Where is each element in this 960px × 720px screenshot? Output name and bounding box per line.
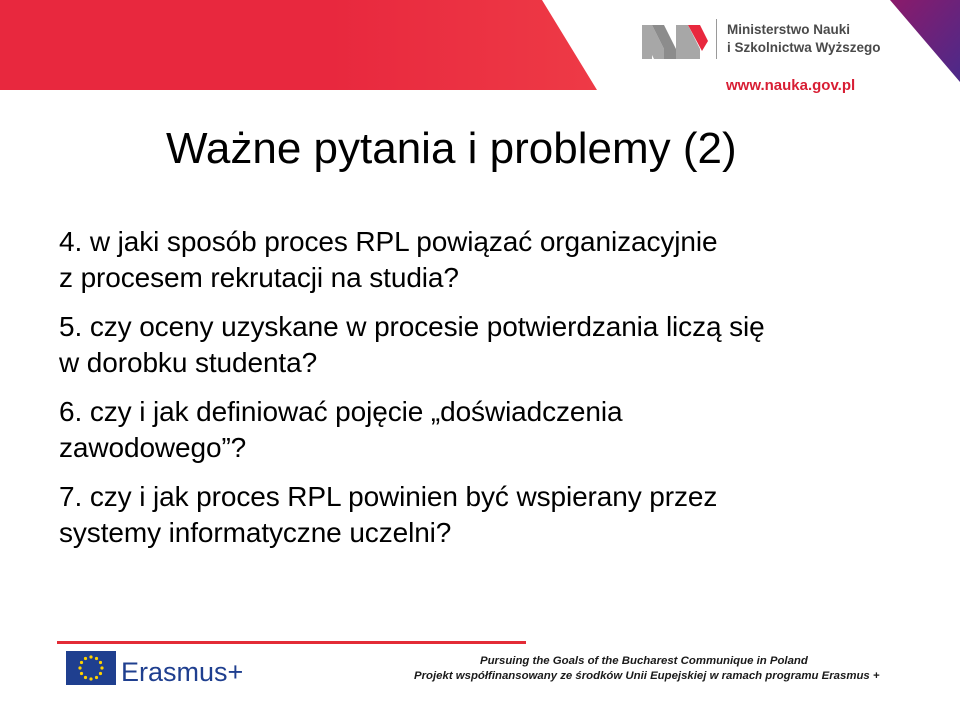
question-list bbox=[59, 224, 939, 564]
ministry-logo bbox=[642, 16, 881, 62]
website-link[interactable]: www.nauka.gov.pl bbox=[726, 77, 856, 94]
question-item bbox=[59, 394, 939, 466]
question-text: 7. czy i jak proces RPL powinien być wspierany przez systemy informatyczne uczelni? bbox=[59, 481, 718, 548]
eu-flag-icon bbox=[66, 651, 116, 685]
question-item bbox=[59, 224, 939, 296]
ministry-name-line1: Ministerstwo Nauki bbox=[727, 22, 851, 37]
erasmus-logo-text: Erasmus+ bbox=[121, 657, 244, 687]
footer-divider bbox=[57, 641, 526, 644]
footer-note bbox=[414, 654, 880, 684]
question-text: 4. w jaki sposób proces RPL powiązać organizacyjnie z procesem rekrutacji na studia? bbox=[59, 226, 718, 293]
footer-note-line1: Pursuing the Goals of the Bucharest Communique in Poland bbox=[480, 655, 808, 667]
footer-note-line2: Projekt współfinansowany ze środków Unii Eupejskiej w ramach programu Erasmus + bbox=[414, 670, 880, 682]
ministry-name bbox=[727, 21, 881, 57]
question-item bbox=[59, 479, 939, 551]
question-item bbox=[59, 309, 939, 381]
question-text: 6. czy i jak definiować pojęcie „doświadczenia zawodowego”? bbox=[59, 396, 623, 463]
slide-title: Ważne pytania i problemy (2) bbox=[166, 124, 737, 173]
question-text: 5. czy oceny uzyskane w procesie potwierdzania liczą się w dorobku studenta? bbox=[59, 311, 765, 378]
mnisw-mark-icon bbox=[642, 19, 708, 59]
logo-divider bbox=[716, 19, 717, 59]
ministry-name-line2: i Szkolnictwa Wyższego bbox=[727, 40, 881, 55]
